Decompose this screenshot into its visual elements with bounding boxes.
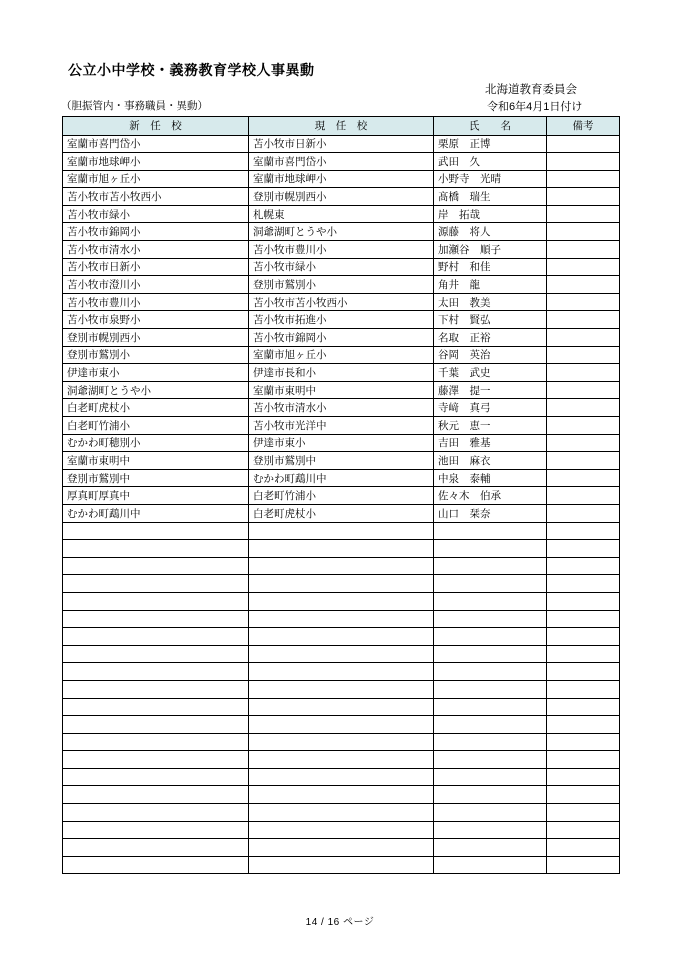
cell-new-school bbox=[63, 698, 249, 716]
empty-table-row bbox=[63, 698, 620, 716]
cell-new-school bbox=[63, 733, 249, 751]
scope-note: （胆振管内・事務職員・異動） bbox=[61, 100, 208, 112]
cell-current-school bbox=[249, 733, 434, 751]
empty-table-row bbox=[63, 575, 620, 593]
cell-new-school bbox=[63, 821, 249, 839]
empty-table-row bbox=[63, 628, 620, 646]
cell-remarks bbox=[547, 786, 620, 804]
cell-current-school bbox=[249, 856, 434, 874]
cell-name: 加瀬谷 順子 bbox=[434, 241, 547, 259]
table-header-row bbox=[63, 117, 620, 136]
empty-table-row bbox=[63, 592, 620, 610]
cell-name: 太田 教美 bbox=[434, 293, 547, 311]
empty-table-row bbox=[63, 522, 620, 540]
table-row bbox=[63, 434, 620, 452]
cell-current-school: 白老町竹浦小 bbox=[249, 487, 434, 505]
cell-name bbox=[434, 856, 547, 874]
cell-name: 名取 正裕 bbox=[434, 329, 547, 347]
cell-remarks bbox=[547, 276, 620, 294]
cell-name bbox=[434, 698, 547, 716]
cell-current-school: 札幌東 bbox=[249, 205, 434, 223]
cell-current-school: 室蘭市旭ヶ丘小 bbox=[249, 346, 434, 364]
cell-current-school bbox=[249, 557, 434, 575]
cell-remarks bbox=[547, 399, 620, 417]
cell-remarks bbox=[547, 504, 620, 522]
cell-remarks bbox=[547, 241, 620, 259]
cell-name: 吉田 雅基 bbox=[434, 434, 547, 452]
cell-remarks bbox=[547, 522, 620, 540]
empty-table-row bbox=[63, 680, 620, 698]
table-row bbox=[63, 381, 620, 399]
cell-current-school bbox=[249, 786, 434, 804]
cell-name bbox=[434, 768, 547, 786]
cell-name bbox=[434, 610, 547, 628]
cell-remarks bbox=[547, 188, 620, 206]
empty-table-row bbox=[63, 733, 620, 751]
cell-current-school: 苫小牧市日新小 bbox=[249, 135, 434, 153]
cell-current-school bbox=[249, 610, 434, 628]
cell-current-school: 苫小牧市緑小 bbox=[249, 258, 434, 276]
cell-current-school bbox=[249, 768, 434, 786]
cell-current-school: 登別市鷲別小 bbox=[249, 276, 434, 294]
cell-remarks bbox=[547, 205, 620, 223]
cell-remarks bbox=[547, 223, 620, 241]
cell-current-school: 苫小牧市苫小牧西小 bbox=[249, 293, 434, 311]
cell-current-school: 苫小牧市拓進小 bbox=[249, 311, 434, 329]
cell-new-school: 厚真町厚真中 bbox=[63, 487, 249, 505]
cell-remarks bbox=[547, 311, 620, 329]
empty-table-row bbox=[63, 839, 620, 857]
cell-name bbox=[434, 839, 547, 857]
cell-remarks bbox=[547, 610, 620, 628]
cell-new-school: 苫小牧市泉野小 bbox=[63, 311, 249, 329]
effective-date: 令和6年4月1日付け bbox=[487, 101, 583, 113]
cell-new-school: 室蘭市旭ヶ丘小 bbox=[63, 170, 249, 188]
cell-new-school bbox=[63, 628, 249, 646]
cell-new-school: 登別市鷲別中 bbox=[63, 469, 249, 487]
cell-name bbox=[434, 575, 547, 593]
cell-remarks bbox=[547, 540, 620, 558]
cell-remarks bbox=[547, 346, 620, 364]
cell-new-school: むかわ町穂別小 bbox=[63, 434, 249, 452]
cell-current-school: 室蘭市地球岬小 bbox=[249, 170, 434, 188]
table-row bbox=[63, 504, 620, 522]
cell-name: 谷岡 英治 bbox=[434, 346, 547, 364]
table-row bbox=[63, 170, 620, 188]
cell-remarks bbox=[547, 258, 620, 276]
cell-new-school: 伊達市東小 bbox=[63, 364, 249, 382]
cell-current-school bbox=[249, 680, 434, 698]
cell-current-school: 伊達市長和小 bbox=[249, 364, 434, 382]
cell-new-school bbox=[63, 592, 249, 610]
cell-remarks bbox=[547, 680, 620, 698]
cell-current-school: 伊達市東小 bbox=[249, 434, 434, 452]
cell-remarks bbox=[547, 821, 620, 839]
cell-new-school: 苫小牧市清水小 bbox=[63, 241, 249, 259]
cell-new-school bbox=[63, 575, 249, 593]
cell-name bbox=[434, 663, 547, 681]
table-row bbox=[63, 452, 620, 470]
cell-current-school: 登別市幌別西小 bbox=[249, 188, 434, 206]
cell-new-school: 室蘭市地球岬小 bbox=[63, 153, 249, 171]
cell-current-school bbox=[249, 751, 434, 769]
cell-remarks bbox=[547, 434, 620, 452]
table-row bbox=[63, 223, 620, 241]
cell-name: 武田 久 bbox=[434, 153, 547, 171]
cell-current-school: 苫小牧市光洋中 bbox=[249, 417, 434, 435]
cell-remarks bbox=[547, 170, 620, 188]
cell-current-school: むかわ町鵡川中 bbox=[249, 469, 434, 487]
cell-new-school bbox=[63, 768, 249, 786]
organization-name: 北海道教育委員会 bbox=[485, 84, 577, 96]
cell-new-school: 苫小牧市澄川小 bbox=[63, 276, 249, 294]
cell-current-school bbox=[249, 575, 434, 593]
cell-name bbox=[434, 680, 547, 698]
table-row bbox=[63, 135, 620, 153]
empty-table-row bbox=[63, 804, 620, 822]
cell-current-school: 苫小牧市錦岡小 bbox=[249, 329, 434, 347]
cell-new-school bbox=[63, 804, 249, 822]
cell-current-school: 苫小牧市清水小 bbox=[249, 399, 434, 417]
cell-new-school: 苫小牧市錦岡小 bbox=[63, 223, 249, 241]
cell-new-school bbox=[63, 540, 249, 558]
cell-remarks bbox=[547, 856, 620, 874]
cell-current-school bbox=[249, 716, 434, 734]
cell-name bbox=[434, 751, 547, 769]
cell-new-school bbox=[63, 680, 249, 698]
cell-name bbox=[434, 522, 547, 540]
cell-remarks bbox=[547, 592, 620, 610]
cell-current-school: 白老町虎杖小 bbox=[249, 504, 434, 522]
cell-current-school: 登別市鷲別中 bbox=[249, 452, 434, 470]
cell-name bbox=[434, 540, 547, 558]
column-header-name: 氏 名 bbox=[434, 117, 547, 136]
cell-remarks bbox=[547, 751, 620, 769]
cell-name: 中泉 泰輔 bbox=[434, 469, 547, 487]
cell-name: 栗原 正博 bbox=[434, 135, 547, 153]
cell-new-school: 室蘭市東明中 bbox=[63, 452, 249, 470]
empty-table-row bbox=[63, 663, 620, 681]
cell-current-school: 室蘭市喜門岱小 bbox=[249, 153, 434, 171]
cell-name bbox=[434, 733, 547, 751]
cell-name: 藤澤 提一 bbox=[434, 381, 547, 399]
cell-remarks bbox=[547, 804, 620, 822]
table-row bbox=[63, 399, 620, 417]
table-row bbox=[63, 311, 620, 329]
cell-name: 岸 拓哉 bbox=[434, 205, 547, 223]
cell-remarks bbox=[547, 364, 620, 382]
table-row bbox=[63, 188, 620, 206]
cell-current-school bbox=[249, 821, 434, 839]
cell-new-school: 苫小牧市日新小 bbox=[63, 258, 249, 276]
table-row bbox=[63, 205, 620, 223]
column-header-remarks: 備考 bbox=[547, 117, 620, 136]
cell-remarks bbox=[547, 768, 620, 786]
cell-current-school bbox=[249, 645, 434, 663]
cell-remarks bbox=[547, 557, 620, 575]
cell-remarks bbox=[547, 293, 620, 311]
cell-name: 池田 麻衣 bbox=[434, 452, 547, 470]
table-row bbox=[63, 364, 620, 382]
column-header-new-school: 新 任 校 bbox=[63, 117, 249, 136]
table-row bbox=[63, 258, 620, 276]
cell-name bbox=[434, 716, 547, 734]
cell-name bbox=[434, 821, 547, 839]
cell-remarks bbox=[547, 135, 620, 153]
cell-name: 髙橋 瑞生 bbox=[434, 188, 547, 206]
cell-name: 秋元 恵一 bbox=[434, 417, 547, 435]
cell-remarks bbox=[547, 575, 620, 593]
cell-name: 下村 賢弘 bbox=[434, 311, 547, 329]
cell-new-school: 室蘭市喜門岱小 bbox=[63, 135, 249, 153]
cell-current-school bbox=[249, 628, 434, 646]
cell-current-school bbox=[249, 540, 434, 558]
cell-name bbox=[434, 804, 547, 822]
cell-current-school bbox=[249, 663, 434, 681]
cell-current-school bbox=[249, 592, 434, 610]
table-row bbox=[63, 346, 620, 364]
cell-new-school: 洞爺湖町とうや小 bbox=[63, 381, 249, 399]
cell-name: 千葉 武史 bbox=[434, 364, 547, 382]
cell-new-school bbox=[63, 856, 249, 874]
cell-new-school bbox=[63, 751, 249, 769]
empty-table-row bbox=[63, 716, 620, 734]
cell-new-school bbox=[63, 839, 249, 857]
empty-table-row bbox=[63, 768, 620, 786]
cell-new-school bbox=[63, 645, 249, 663]
table-row bbox=[63, 329, 620, 347]
cell-name: 野村 和佳 bbox=[434, 258, 547, 276]
empty-table-row bbox=[63, 540, 620, 558]
cell-name bbox=[434, 786, 547, 804]
cell-remarks bbox=[547, 153, 620, 171]
empty-table-row bbox=[63, 751, 620, 769]
cell-remarks bbox=[547, 329, 620, 347]
empty-table-row bbox=[63, 786, 620, 804]
cell-remarks bbox=[547, 716, 620, 734]
cell-new-school bbox=[63, 716, 249, 734]
cell-new-school: むかわ町鵡川中 bbox=[63, 504, 249, 522]
cell-new-school bbox=[63, 557, 249, 575]
cell-new-school bbox=[63, 522, 249, 540]
empty-table-row bbox=[63, 645, 620, 663]
table-row bbox=[63, 293, 620, 311]
cell-remarks bbox=[547, 628, 620, 646]
table-row bbox=[63, 487, 620, 505]
cell-current-school: 洞爺湖町とうや小 bbox=[249, 223, 434, 241]
cell-new-school: 苫小牧市苫小牧西小 bbox=[63, 188, 249, 206]
cell-new-school: 白老町虎杖小 bbox=[63, 399, 249, 417]
cell-current-school bbox=[249, 522, 434, 540]
cell-remarks bbox=[547, 698, 620, 716]
table-row bbox=[63, 153, 620, 171]
transfer-table-body bbox=[63, 135, 620, 874]
page-number: 14 / 16 ページ bbox=[305, 917, 375, 928]
cell-new-school bbox=[63, 663, 249, 681]
cell-remarks bbox=[547, 663, 620, 681]
cell-name: 山口 栞奈 bbox=[434, 504, 547, 522]
cell-name: 寺﨑 真弓 bbox=[434, 399, 547, 417]
cell-remarks bbox=[547, 733, 620, 751]
cell-name: 小野寺 光晴 bbox=[434, 170, 547, 188]
empty-table-row bbox=[63, 821, 620, 839]
personnel-transfer-table bbox=[62, 116, 620, 874]
column-header-current-school: 現 任 校 bbox=[249, 117, 434, 136]
cell-current-school bbox=[249, 804, 434, 822]
cell-name bbox=[434, 628, 547, 646]
table-row bbox=[63, 469, 620, 487]
cell-name bbox=[434, 645, 547, 663]
cell-name bbox=[434, 557, 547, 575]
table-row bbox=[63, 276, 620, 294]
cell-name: 佐々木 伯承 bbox=[434, 487, 547, 505]
cell-current-school: 室蘭市東明中 bbox=[249, 381, 434, 399]
empty-table-row bbox=[63, 856, 620, 874]
cell-remarks bbox=[547, 452, 620, 470]
cell-new-school: 苫小牧市緑小 bbox=[63, 205, 249, 223]
cell-current-school bbox=[249, 698, 434, 716]
cell-new-school bbox=[63, 786, 249, 804]
cell-remarks bbox=[547, 645, 620, 663]
cell-remarks bbox=[547, 839, 620, 857]
cell-remarks bbox=[547, 469, 620, 487]
cell-remarks bbox=[547, 487, 620, 505]
cell-remarks bbox=[547, 381, 620, 399]
cell-new-school: 登別市鷲別小 bbox=[63, 346, 249, 364]
cell-new-school bbox=[63, 610, 249, 628]
cell-current-school bbox=[249, 839, 434, 857]
table-row bbox=[63, 417, 620, 435]
cell-new-school: 苫小牧市豊川小 bbox=[63, 293, 249, 311]
cell-remarks bbox=[547, 417, 620, 435]
cell-new-school: 登別市幌別西小 bbox=[63, 329, 249, 347]
cell-current-school: 苫小牧市豊川小 bbox=[249, 241, 434, 259]
cell-new-school: 白老町竹浦小 bbox=[63, 417, 249, 435]
table-row bbox=[63, 241, 620, 259]
empty-table-row bbox=[63, 610, 620, 628]
cell-name bbox=[434, 592, 547, 610]
cell-name: 角井 龍 bbox=[434, 276, 547, 294]
document-title: 公立小中学校・義務教育学校人事異動 bbox=[68, 62, 315, 78]
cell-name: 源藤 将人 bbox=[434, 223, 547, 241]
empty-table-row bbox=[63, 557, 620, 575]
